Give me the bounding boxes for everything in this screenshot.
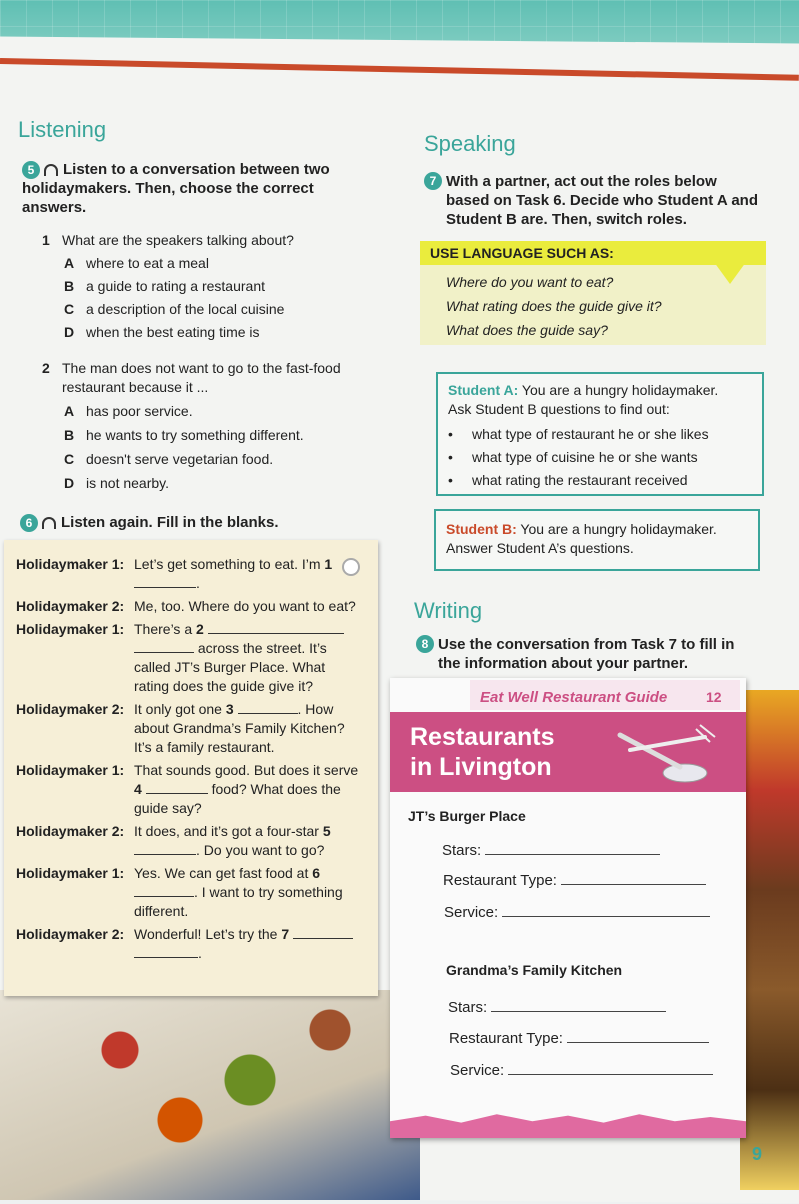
dialogue-line: Holidaymaker 1: That sounds good. But does it serve 4 food? What does the guide say? <box>16 762 359 816</box>
blank-number: 4 <box>134 781 142 797</box>
listening-title: Listening <box>18 117 107 142</box>
task7-instruction: With a partner, act out the roles below based on Task 6. Decide who Student A and Student B are. Then, switch roles. <box>446 173 758 228</box>
student-b-label: Student B: <box>446 521 517 537</box>
option-item[interactable]: D is not nearby. <box>64 475 170 491</box>
stars-field[interactable]: Stars: <box>442 842 660 859</box>
question-text: What are the speakers talking about? <box>62 232 294 248</box>
task5-instruction: Listen to a conversation between two holidaymakers. Then, choose the correct answers. <box>22 161 330 217</box>
dialogue-line: Holidaymaker 1: There’s a 2 across the street. It’s called JT’s Burger Place. What rating does the guide give it? <box>16 620 361 696</box>
guide-heading: Restaurants in Livington <box>410 723 555 781</box>
blank-field[interactable] <box>134 945 198 958</box>
headphones-icon <box>44 164 58 176</box>
task8-instruction: Use the conversation from Task 7 to fill in the information about your partner. <box>438 636 735 672</box>
question-2 <box>42 359 372 492</box>
dialogue-line: Holidaymaker 2: Wonderful! Let’s try the 7 . <box>16 925 361 963</box>
cutlery-icon <box>610 715 720 785</box>
language-box-header: USE LANGUAGE SUCH AS: <box>420 241 766 265</box>
dialogue <box>16 555 361 963</box>
task5 <box>22 160 362 217</box>
stars-field[interactable]: Stars: <box>448 999 666 1016</box>
bullet-item: • what type of cuisine he or she wants <box>448 449 698 465</box>
task8-number: 8 <box>416 635 434 653</box>
restaurant-name: Grandma’s Family Kitchen <box>446 962 623 978</box>
guide-tab-title: Eat Well Restaurant Guide <box>480 689 668 706</box>
blank-field[interactable] <box>134 884 194 897</box>
blank-number: 7 <box>281 926 290 942</box>
blank-number: 1 <box>324 556 333 572</box>
student-b-box: Student B: You are a hungry holidaymaker. Answer Student A’s questions. <box>434 509 760 571</box>
blank-number: 3 <box>225 701 234 717</box>
question-number: 2 <box>42 360 50 376</box>
blank-field[interactable] <box>134 640 194 653</box>
service-field[interactable]: Service: <box>450 1062 713 1079</box>
option-item[interactable]: B a guide to rating a restaurant <box>64 278 266 294</box>
dialogue-line: Holidaymaker 2: It only got one 3 . How about Grandma’s Family Kitchen? It’s a family restaurant. <box>16 701 345 755</box>
blank-field[interactable] <box>238 701 298 714</box>
question-number: 1 <box>42 232 50 248</box>
task6 <box>20 513 360 532</box>
task6-number: 6 <box>20 514 38 532</box>
page-number: 9 <box>752 1144 763 1164</box>
question-1 <box>42 231 372 341</box>
option-item[interactable]: C doesn't serve vegetarian food. <box>64 451 274 467</box>
guide-page-number: 12 <box>706 689 722 705</box>
bullet-item: • what rating the restaurant received <box>448 472 688 488</box>
blank-number: 6 <box>312 865 321 881</box>
option-item[interactable]: C a description of the local cuisine <box>64 301 285 317</box>
language-phrase: What does the guide say? <box>446 322 608 338</box>
writing-title: Writing <box>414 598 483 623</box>
language-phrase: Where do you want to eat? <box>446 274 614 290</box>
food-photo-right <box>740 690 799 1190</box>
blank-number: 2 <box>196 621 204 637</box>
restaurant-type-field[interactable]: Restaurant Type: <box>443 872 706 889</box>
restaurant-type-field[interactable]: Restaurant Type: <box>449 1030 709 1047</box>
option-item[interactable]: D when the best eating time is <box>64 324 260 340</box>
option-item[interactable]: B he wants to try something different. <box>64 427 304 443</box>
question-text: The man does not want to go to the fast-food restaurant because it ... <box>62 360 341 395</box>
dialogue-line: Holidaymaker 1: Yes. We can get fast food at 6 . I want to try something different. <box>16 865 343 919</box>
option-item[interactable]: A has poor service. <box>64 403 193 419</box>
service-field[interactable]: Service: <box>444 904 710 921</box>
blank-field[interactable] <box>293 926 353 939</box>
student-a-box: Student A: You are a hungry holidaymaker. Ask Student B questions to find out: • what type of restaurant he or she likes • what type of cuisine he or she wants • what rating the restaurant received <box>436 372 764 496</box>
headphones-icon <box>42 517 56 529</box>
blank-field[interactable] <box>134 842 196 855</box>
blank-number: 5 <box>322 823 331 839</box>
bullet-item: • what type of restaurant he or she likes <box>448 426 709 442</box>
dialogue-line: Holidaymaker 2: Me, too. Where do you want to eat? <box>16 598 356 614</box>
blank-field[interactable] <box>146 781 208 794</box>
task5-number: 5 <box>22 161 40 179</box>
dialogue-line: Holidaymaker 1: Let’s get something to eat. I’m 1 . <box>16 556 333 591</box>
option-item[interactable]: A where to eat a meal <box>64 255 209 271</box>
blank-field[interactable] <box>134 575 196 588</box>
speaking-title: Speaking <box>424 131 516 156</box>
restaurant-name: JT’s Burger Place <box>408 808 526 824</box>
student-a-label: Student A: <box>448 382 519 398</box>
food-photo-left <box>0 990 420 1200</box>
blank-field[interactable] <box>208 621 344 634</box>
dialogue-line: Holidaymaker 2: It does, and it’s got a four-star 5 . Do you want to go? <box>16 823 331 858</box>
language-phrase: What rating does the guide give it? <box>446 298 662 314</box>
task7-number: 7 <box>424 172 442 190</box>
task7 <box>424 172 760 229</box>
language-phrases <box>446 270 746 342</box>
task6-instruction: Listen again. Fill in the blanks. <box>61 514 279 531</box>
task8 <box>416 635 752 673</box>
